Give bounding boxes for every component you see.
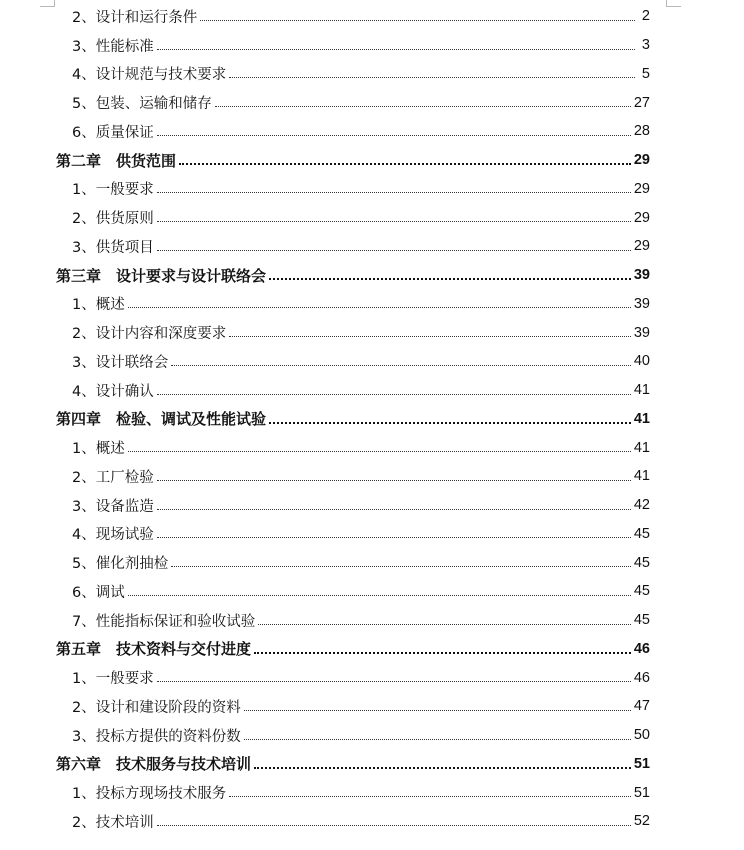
toc-page-number: 29 [633,180,650,197]
toc-chapter-entry[interactable] [0,146,744,175]
toc-entry-title: 4、设计确认 [72,383,154,400]
toc-entry-title: 3、设计联络会 [72,354,169,371]
toc-page-number: 3 [641,37,650,54]
toc-entry-title: 2、设计和运行条件 [72,9,198,26]
toc-dot-leader [229,336,631,337]
toc-dot-leader [229,796,631,797]
toc-page-number: 46 [633,640,650,657]
toc-entry[interactable] [0,548,744,577]
toc-entry-title: 1、投标方现场技术服务 [72,786,227,803]
toc-page-number: 28 [633,123,650,140]
toc-entry[interactable] [0,721,744,750]
toc-page-number: 39 [633,267,650,284]
toc-chapter-entry[interactable] [0,261,744,290]
toc-entry[interactable] [0,462,744,491]
toc-page-number: 39 [633,295,650,312]
toc-dot-leader [128,451,631,452]
toc-dot-leader [157,394,631,395]
toc-entry[interactable] [0,31,744,60]
toc-dot-leader [157,681,631,682]
toc-entry-title: 4、设计规范与技术要求 [72,67,227,84]
toc-page-number: 46 [633,669,650,686]
toc-dot-leader [229,77,635,78]
toc-page-number: 29 [633,238,650,255]
toc-entry[interactable] [0,2,744,31]
toc-dot-leader [171,365,631,366]
toc-entry-title: 1、一般要求 [72,182,154,199]
toc-entry[interactable] [0,778,744,807]
toc-entry-title: 第五章 技术资料与交付进度 [56,640,252,659]
toc-entry[interactable] [0,520,744,549]
toc-entry-title: 1、概述 [72,441,125,458]
toc-page-number: 2 [641,8,650,25]
toc-entry-title: 5、包装、运输和储存 [72,96,212,113]
toc-dot-leader [244,739,631,740]
toc-dot-leader [157,250,631,251]
toc-entry-title: 2、工厂检验 [72,469,154,486]
toc-entry[interactable] [0,232,744,261]
toc-entry-title: 4、现场试验 [72,527,154,544]
toc-page-number: 29 [633,209,650,226]
toc-page-number: 45 [633,583,650,600]
toc-dot-leader [157,480,631,481]
toc-dot-leader [157,509,631,510]
toc-chapter-entry[interactable] [0,750,744,779]
toc-entry-title: 5、催化剂抽检 [72,556,169,573]
toc-page-number: 29 [633,152,650,169]
toc-entry[interactable] [0,376,744,405]
toc-dot-leader [244,710,631,711]
toc-page-number: 27 [633,94,650,111]
toc-entry[interactable] [0,290,744,319]
toc-page-number: 39 [633,324,650,341]
toc-dot-leader [157,49,635,50]
toc-entry-title: 1、概述 [72,297,125,314]
toc-page-number: 45 [633,612,650,629]
toc-entry-title: 2、设计内容和深度要求 [72,326,227,343]
toc-entry[interactable] [0,807,744,836]
toc-dot-leader [215,106,631,107]
toc-entry-title: 第四章 检验、调试及性能试验 [56,410,267,429]
toc-entry[interactable] [0,491,744,520]
toc-entry-title: 6、调试 [72,584,125,601]
toc-page-number: 42 [633,497,650,514]
toc-dot-leader [157,537,631,538]
toc-page-number: 41 [633,439,650,456]
toc-entry-title: 2、供货原则 [72,211,154,228]
toc-dot-leader [157,135,631,136]
toc-entry-title: 6、质量保证 [72,124,154,141]
toc-entry-title: 3、供货项目 [72,239,154,256]
toc-dot-leader [128,307,631,308]
toc-dot-leader [269,422,631,424]
toc-entry-title: 1、一般要求 [72,671,154,688]
toc-page-number: 41 [633,410,650,427]
toc-page-number: 41 [633,382,650,399]
toc-dot-leader [269,278,631,280]
toc-entry-title: 3、投标方提供的资料份数 [72,728,241,745]
toc-chapter-entry[interactable] [0,405,744,434]
toc-entry[interactable] [0,60,744,89]
toc-entry-title: 第六章 技术服务与技术培训 [56,755,252,774]
toc-entry[interactable] [0,606,744,635]
toc-dot-leader [258,624,631,625]
toc-entry[interactable] [0,318,744,347]
toc-entry[interactable] [0,663,744,692]
toc-entry[interactable] [0,203,744,232]
toc-entry-title: 第二章 供货范围 [56,151,177,170]
toc-dot-leader [157,825,631,826]
toc-page-number: 50 [633,727,650,744]
toc-dot-leader [179,163,631,165]
toc-page-number: 51 [633,784,650,801]
toc-dot-leader [254,767,631,769]
toc-dot-leader [157,192,631,193]
toc-entry-title: 3、性能标准 [72,38,154,55]
toc-page-number: 52 [633,813,650,830]
toc-page-number: 5 [641,65,650,82]
toc-entry[interactable] [0,88,744,117]
toc-entry-title: 3、设备监造 [72,498,154,515]
toc-page-number: 47 [633,698,650,715]
toc-dot-leader [157,221,631,222]
toc-entry-title: 第三章 设计要求与设计联络会 [56,266,267,285]
toc-dot-leader [200,20,635,21]
toc-entry[interactable] [0,433,744,462]
toc-page-number: 51 [633,755,650,772]
toc-dot-leader [171,566,631,567]
toc-entry[interactable] [0,577,744,606]
toc-entry[interactable] [0,117,744,146]
toc-entry[interactable] [0,692,744,721]
toc-entry[interactable] [0,175,744,204]
toc-entry[interactable] [0,347,744,376]
toc-entry-title: 7、性能指标保证和验收试验 [72,613,256,630]
toc-page-number: 45 [633,525,650,542]
toc-entry-title: 2、技术培训 [72,814,154,831]
toc-entry-title: 2、设计和建设阶段的资料 [72,699,241,716]
toc-page-number: 40 [633,353,650,370]
table-of-contents [0,2,744,836]
toc-chapter-entry[interactable] [0,635,744,664]
toc-page-number: 41 [633,468,650,485]
toc-page-number: 45 [633,554,650,571]
toc-dot-leader [254,652,631,654]
toc-dot-leader [128,595,631,596]
